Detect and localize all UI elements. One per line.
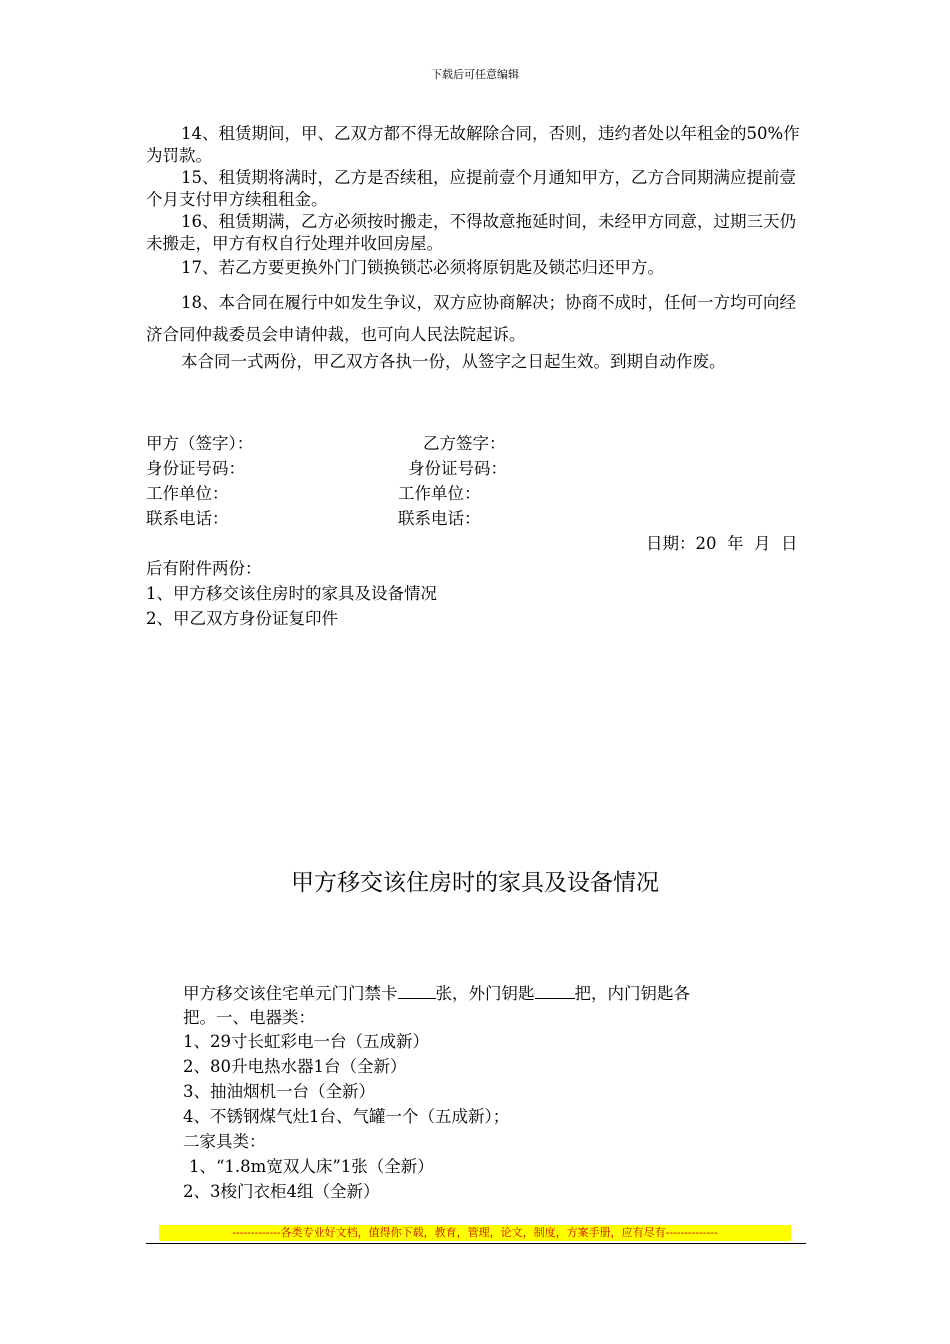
card-count-blank — [398, 998, 436, 999]
clause-17: 17、若乙方要更换外门门锁换锁芯必须将原钥匙及锁芯归还甲方。 — [181, 258, 664, 277]
attachment-item: 2、甲乙双方身份证复印件 — [146, 609, 338, 628]
party-b-signature: 乙方签字： — [423, 434, 506, 453]
electrical-item: 4、不锈钢煤气灶1台、气罐一个（五成新）； — [183, 1107, 510, 1126]
party-b-id-number: 身份证号码： — [408, 459, 507, 478]
outer-key-count-blank — [535, 998, 575, 999]
clause-16: 16、租赁期满，乙方必须按时搬走，不得故意拖延时间，未经甲方同意，过期三天仍未搬走，甲方有权自行处理并收回房屋。 — [146, 212, 796, 253]
footer-divider — [146, 1243, 806, 1244]
signing-date: 日期：20 年 月 日 — [646, 534, 798, 553]
party-a-phone: 联系电话： — [146, 509, 229, 528]
footer-banner: -------------各类专业好文档，值得你下载，教育，管理，论文，制度，方案手册，应有尽有-------------- — [159, 1225, 791, 1241]
furniture-heading: 二家具类： — [183, 1132, 266, 1151]
electrical-item: 2、80升电热水器1台（全新） — [183, 1057, 407, 1076]
attachments-heading: 后有附件两份： — [146, 559, 262, 578]
handover-intro: 甲方移交该住宅单元门门禁卡 张，外门钥匙 把，内门钥匙各 — [183, 984, 690, 1003]
electrical-item: 3、抽油烟机一台（全新） — [183, 1082, 375, 1101]
party-b-employer: 工作单位： — [398, 484, 481, 503]
furniture-item: 2、3梭门衣柜4组（全新） — [183, 1182, 380, 1201]
clause-15: 15、租赁期将满时，乙方是否续租，应提前壹个月通知甲方，乙方合同期满应提前壹个月支付甲方续租租金。 — [146, 168, 796, 209]
party-a-id-number: 身份证号码： — [146, 459, 245, 478]
page-header: 下载后可任意编辑 — [431, 68, 519, 81]
clause-14: 14、租赁期间，甲、乙双方都不得无故解除合同，否则，违约者处以年租金的50%作为罚款。 — [146, 124, 800, 165]
furniture-item: 1、“1.8m宽双人床”1张（全新） — [189, 1157, 434, 1176]
party-a-employer: 工作单位： — [146, 484, 229, 503]
clause-18: 18、本合同在履行中如发生争议，双方应协商解决；协商不成时，任何一方均可向经济合同仲裁委员会申请仲裁，也可向人民法院起诉。 — [146, 293, 796, 344]
party-a-signature: 甲方（签字）： — [146, 434, 254, 453]
party-b-phone: 联系电话： — [398, 509, 481, 528]
electrical-item: 1、29寸长虹彩电一台（五成新） — [183, 1032, 429, 1051]
handover-intro-cont: 把。一、电器类： — [183, 1008, 315, 1027]
section-title: 甲方移交该住房时的家具及设备情况 — [291, 870, 659, 896]
closing-statement: 本合同一式两份，甲乙双方各执一份，从签字之日起生效。到期自动作废。 — [181, 352, 726, 371]
attachment-item: 1、甲方移交该住房时的家具及设备情况 — [146, 584, 437, 603]
